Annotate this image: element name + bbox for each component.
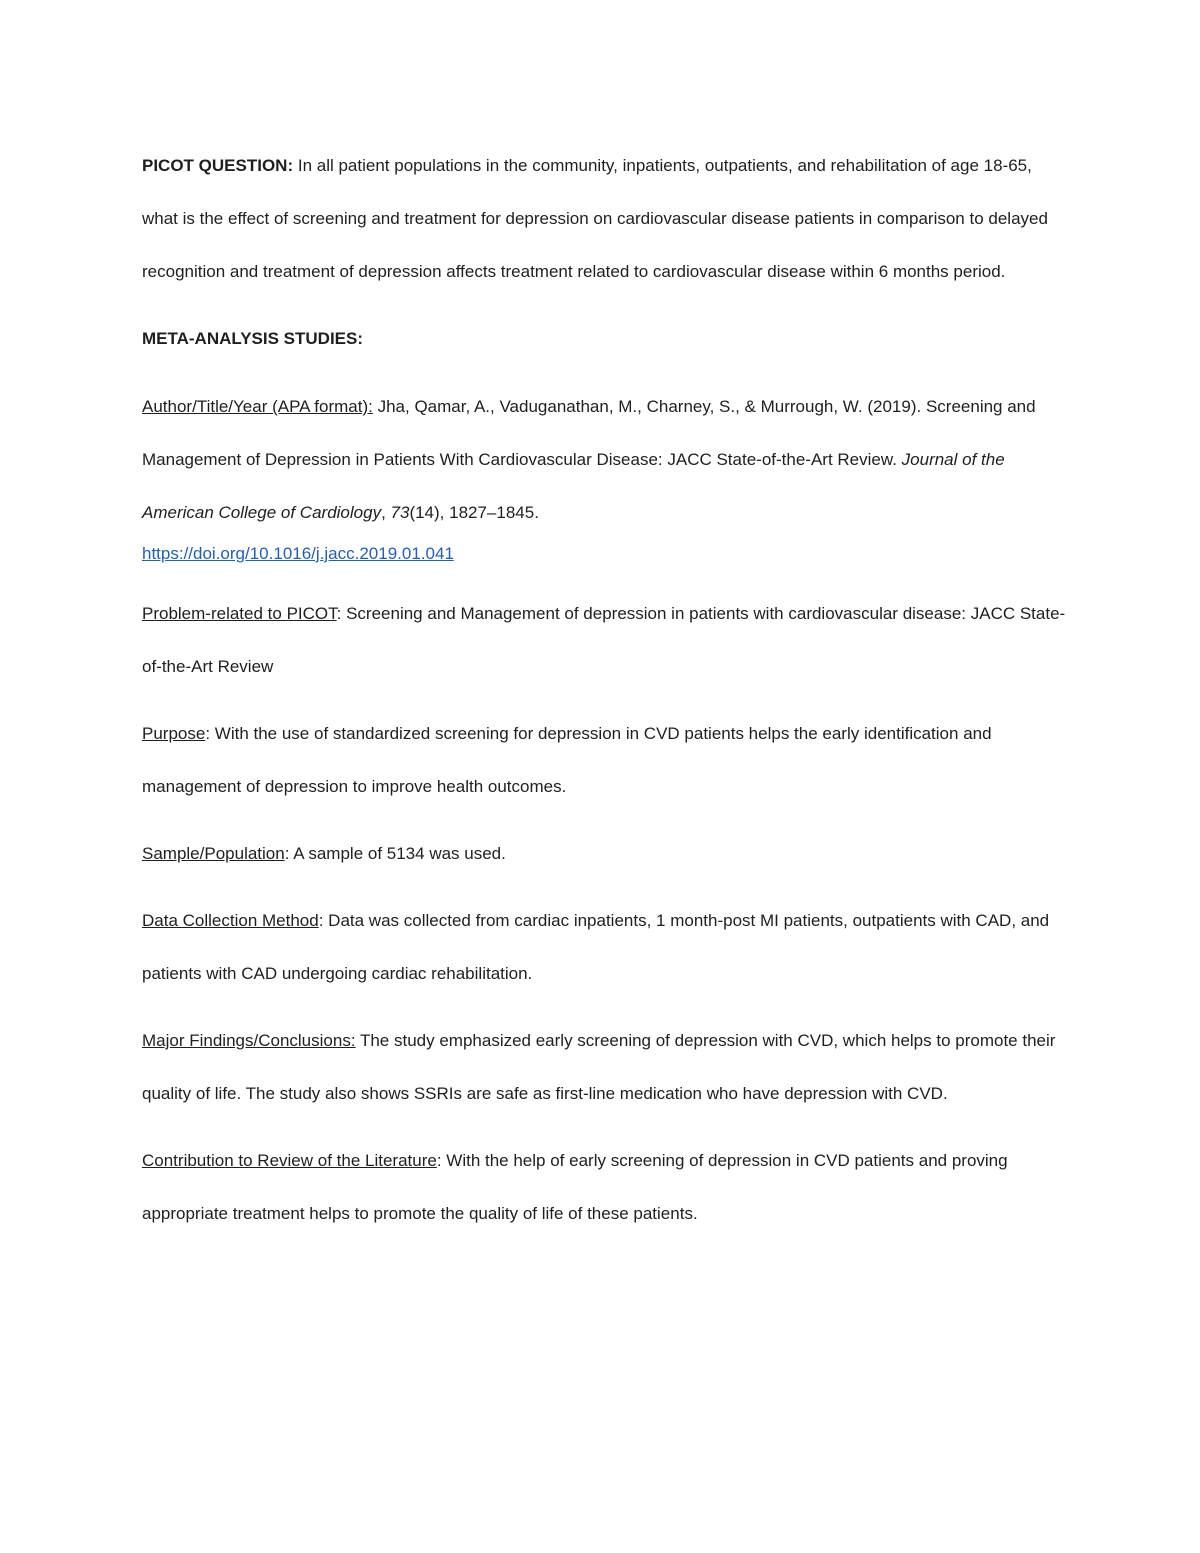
data-collection-text: : Data was collected from cardiac inpatients, 1 month-post MI patients, outpatients with CAD, and patients with CAD undergoing cardiac rehabilitation. [142,911,1050,983]
journal-title: Journal of the American College of Cardiology [142,450,1005,522]
findings-label: Major Findings/Conclusions: [142,1031,356,1050]
sample-label: Sample/Population [142,844,285,863]
picot-paragraph [142,139,1072,298]
findings-text: The study emphasized early screening of depression with CVD, which helps to promote their quality of life. The study also shows SSRIs are safe as first-line medication who have depression with CVD. [142,1031,1056,1103]
purpose-text: : With the use of standardized screening for depression in CVD patients helps the early identification and management of depression to improve health outcomes. [142,724,992,796]
journal-volume: 73 [390,503,410,522]
data-collection-label: Data Collection Method [142,911,319,930]
picot-text: In all patient populations in the community, inpatients, outpatients, and rehabilitation of age 18-65, what is the effect of screening and treatment for depression on cardiovascular disease patients in comparison to delayed recognition and treatment of depression affects treatment related to cardiovascular disease within 6 months period. [142,156,1048,281]
problem-text: : Screening and Management of depression in patients with cardiovascular disease: JACC State-of-the-Art Review [142,604,1066,676]
problem-paragraph [142,587,1072,693]
contribution-text: : With the help of early screening of depression in CVD patients and proving appropriate treatment helps to promote the quality of life of these patients. [142,1151,1008,1223]
contribution-paragraph [142,1134,1072,1240]
journal-issue-pages: (14), 1827–1845. [409,503,539,522]
purpose-label: Purpose [142,724,206,743]
purpose-paragraph [142,707,1072,813]
data-collection-paragraph [142,894,1072,1000]
sample-text: : A sample of 5134 was used. [284,844,506,863]
reference-text: Jha, Qamar, A., Vaduganathan, M., Charney, S., & Murrough, W. (2019). Screening and Management of Depression in Patients With Cardiovascular Disease: JACC State-of-the-Art Review. [142,397,1036,469]
sample-paragraph [142,827,1072,880]
reference-paragraph [142,380,1072,539]
findings-paragraph [142,1014,1072,1120]
contribution-label: Contribution to Review of the Literature [142,1151,437,1170]
picot-label: PICOT QUESTION: [142,156,294,175]
reference-label: Author/Title/Year (APA format): [142,397,373,416]
document-body [142,139,1072,1240]
meta-analysis-heading: META-ANALYSIS STUDIES: [142,329,364,348]
reference-sep: , [381,503,391,522]
doi-link[interactable]: https://doi.org/10.1016/j.jacc.2019.01.041 [142,544,454,563]
doi-paragraph [142,535,1072,573]
problem-label: Problem-related to PICOT [142,604,337,623]
